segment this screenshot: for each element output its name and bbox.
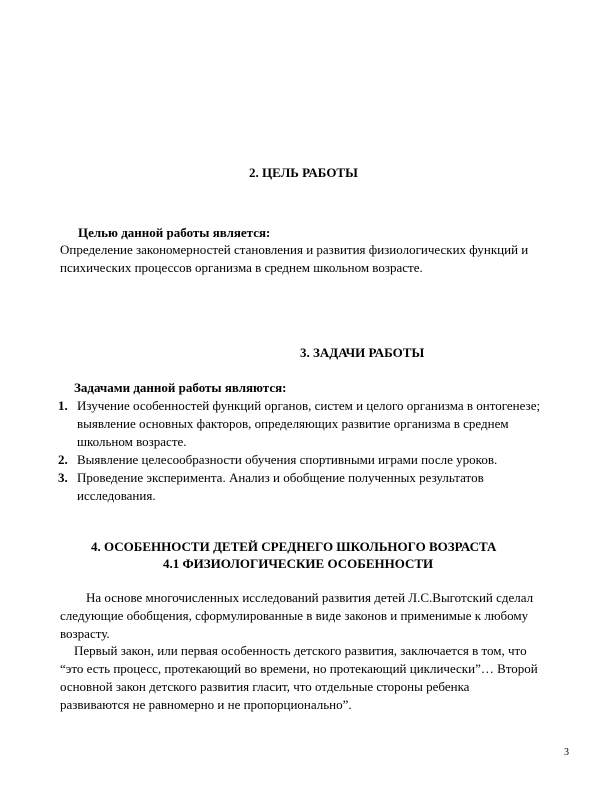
section-4-para-2-line-1: Первый закон, или первая особенность детского развития, заключается в том, что: [74, 643, 527, 658]
section-2-paragraph-line-1: Определение закономерностей становления и развития физиологических функций и: [60, 242, 529, 257]
task-2-line-1: Выявление целесообразности обучения спортивными играми после уроков.: [77, 452, 498, 467]
section-4-para-2-line-2: “это есть процесс, протекающий во времени, но протекающий циклически”… Второй: [60, 661, 538, 676]
section-4-para-2-line-4: развиваются не равномерно и не пропорционально”.: [60, 697, 352, 712]
task-3-line-2: исследования.: [77, 488, 156, 503]
task-1-line-1: Изучение особенностей функций органов, систем и целого организма в онтогенезе;: [77, 398, 541, 413]
task-3-line-1: Проведение эксперимента. Анализ и обобщение полученных результатов: [77, 470, 484, 485]
section-3-heading: 3. ЗАДАЧИ РАБОТЫ: [300, 345, 425, 360]
section-4-para-1-line-2: следующие обобщения, сформулированные в виде законов и применимые к любому: [60, 608, 529, 623]
task-1-line-3: школьном возрасте.: [77, 434, 187, 449]
section-2-lead: Целью данной работы является:: [78, 225, 271, 240]
section-3-lead: Задачами данной работы являются:: [74, 380, 287, 395]
section-4-para-1-line-3: возрасту.: [60, 626, 110, 641]
task-1-line-2: выявление основных факторов, определяющих развитие организма в среднем: [77, 416, 509, 431]
section-4-heading: 4. ОСОБЕННОСТИ ДЕТЕЙ СРЕДНЕГО ШКОЛЬНОГО ВОЗРАСТА: [91, 539, 497, 554]
section-4-para-2-line-3: основной закон детского развития гласит, что отдельные стороны ребенка: [60, 679, 470, 694]
section-4-1-subheading: 4.1 ФИЗИОЛОГИЧЕСКИЕ ОСОБЕННОСТИ: [163, 556, 434, 571]
task-1-number: 1.: [58, 398, 68, 413]
section-2-paragraph-line-2: психических процессов организма в среднем школьном возрасте.: [60, 260, 423, 275]
task-2-number: 2.: [58, 452, 68, 467]
page-number: 3: [564, 747, 569, 758]
section-4-para-1-line-1: На основе многочисленных исследований развития детей Л.С.Выготский сделал: [86, 590, 534, 605]
task-3-number: 3.: [58, 470, 68, 485]
section-2-heading: 2. ЦЕЛЬ РАБОТЫ: [249, 165, 358, 180]
